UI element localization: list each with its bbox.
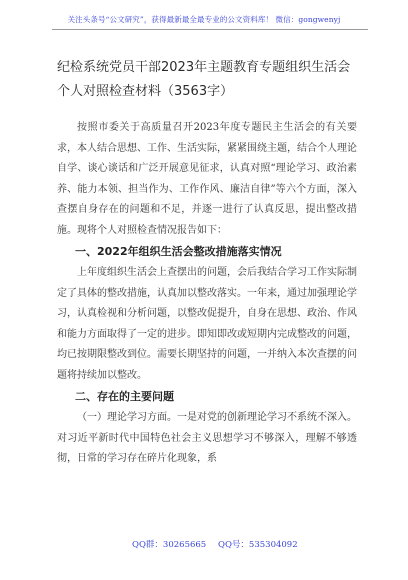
footer-qq-number: QQ号：535304092 — [218, 540, 298, 550]
header-divider — [52, 29, 368, 30]
section-paragraph-2: （一）理论学习方面。一是对党的创新理论学习不系统不深入。对习近平新时代中国特色社会主义思想学习不够深入，理解不够透彻，日常的学习存在碎片化现象，系 — [57, 412, 357, 464]
footer-qq-group: QQ群：30265665 — [132, 540, 207, 550]
header-banner: 关注头条号“公文研究”，获得最新最全最专业的公文资料库！ 微信：gongwenyj — [67, 15, 341, 24]
document-title: 纪检系统党员干部2023年主题教育专题组织生活会个人对照检查材料（3563字） — [57, 60, 351, 99]
document-body — [57, 108, 357, 470]
section-heading-1: 一、2022年组织生活会整改措施落实情况 — [75, 245, 282, 258]
section-paragraph-1: 上年度组织生活会上查摆出的问题，会后我结合学习工作实际制定了具体的整改措施，认真加以整改落实。一年来，通过加强理论学习，认真检视和分析问题，以整改促提升，自身在思想、政治、作风和能力方面取得了一定的进步。即知即改或短期内完成整改的问题，均已按期限整改到位。需要长期坚持的问题，一并纳入本次查摆的问题将持续加以整改。 — [57, 267, 357, 381]
section-heading-2: 二、存在的主要问题 — [75, 390, 174, 403]
intro-paragraph: 按照市委关于高质量召开2023年度专题民主生活会的有关要求，本人结合思想、工作、生活实际，紧紧围绕主题，结合个人理论自学、谈心谈话和广泛开展意见征求，认真对照“理论学习、政治素养、能力本领、担当作为、工作作风、廉洁自律”等六个方面，深入查摆自身存在的问题和不足，并逐一进行了认真反思，提出整改措施。现将个人对照检查情况报告如下： — [57, 122, 357, 236]
